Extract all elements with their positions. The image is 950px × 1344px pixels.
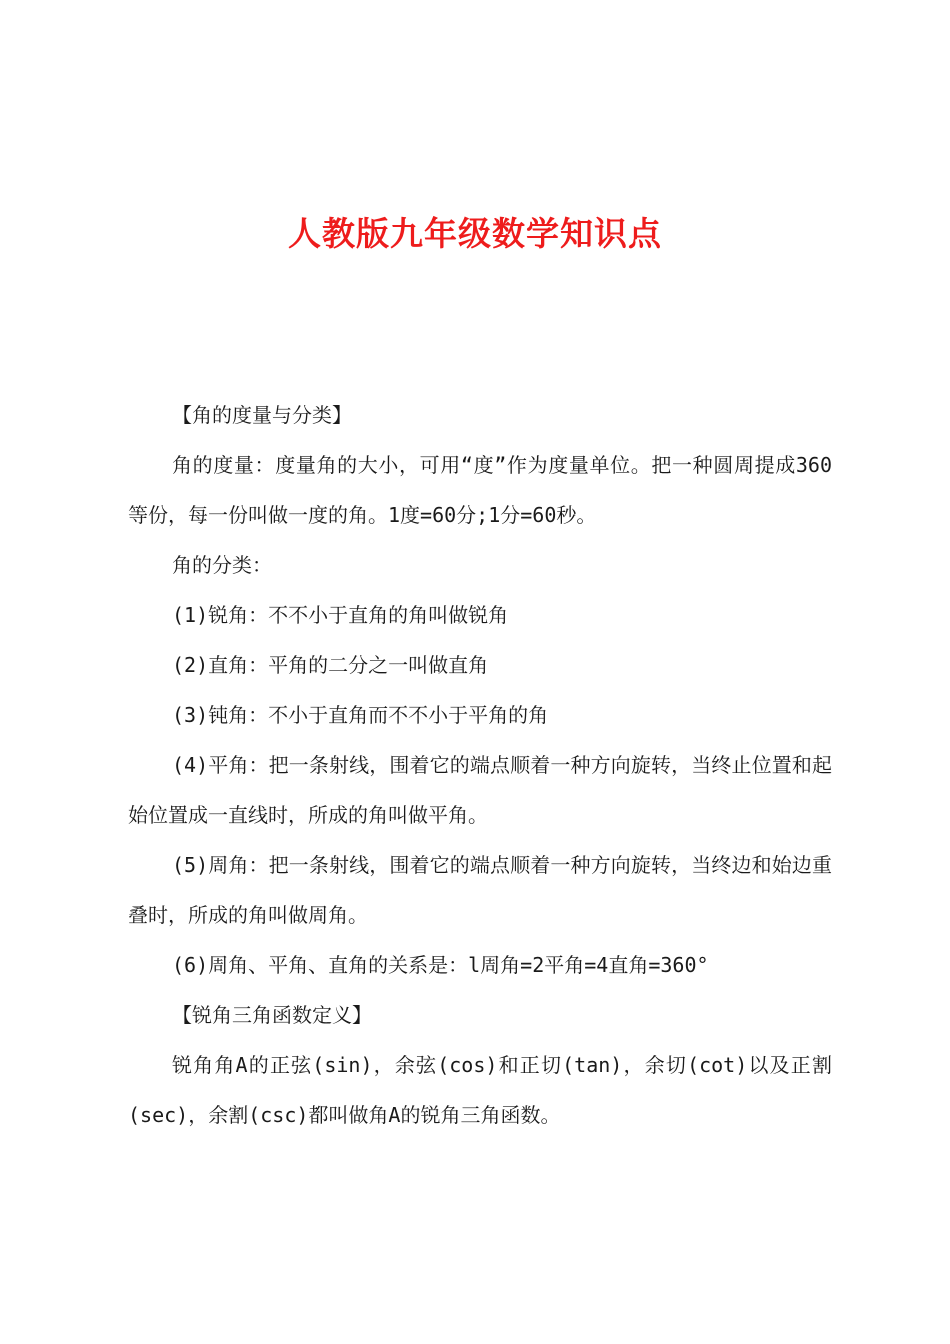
- list-item-obtuse-angle: (3)钝角：不小于直角而不不小于平角的角: [172, 703, 549, 727]
- paragraph-trig-definition: 锐角角A的正弦(sin)，余弦(cos)和正切(tan)，余切(cot)以及正割(sec)，余割(csc)都叫做角A的锐角三角函数。: [128, 1053, 832, 1127]
- list-item-acute-angle: (1)锐角：不不小于直角的角叫做锐角: [172, 603, 509, 627]
- paragraph-angle-measure: 角的度量：度量角的大小，可用“度”作为度量单位。把一种圆周提成360等份，每一份叫做一度的角。1度=60分;1分=60秒。: [128, 453, 832, 527]
- section-heading-angle-measure-classification: 【角的度量与分类】: [172, 403, 352, 427]
- list-item-full-angle: (5)周角：把一条射线，围着它的端点顺着一种方向旋转，当终边和始边重叠时，所成的角叫做周角。: [128, 853, 832, 927]
- document-body: [128, 390, 832, 1140]
- list-item-right-angle: (2)直角：平角的二分之一叫做直角: [172, 653, 489, 677]
- document-title: 人教版九年级数学知识点: [288, 214, 662, 253]
- section-heading-trig-definition: 【锐角三角函数定义】: [172, 1003, 372, 1027]
- paragraph-angle-classification: 角的分类：: [172, 553, 272, 577]
- list-item-angle-relations: (6)周角、平角、直角的关系是：l周角=2平角=4直角=360°: [172, 953, 709, 977]
- list-item-straight-angle: (4)平角：把一条射线，围着它的端点顺着一种方向旋转，当终止位置和起始位置成一直线时，所成的角叫做平角。: [128, 753, 832, 827]
